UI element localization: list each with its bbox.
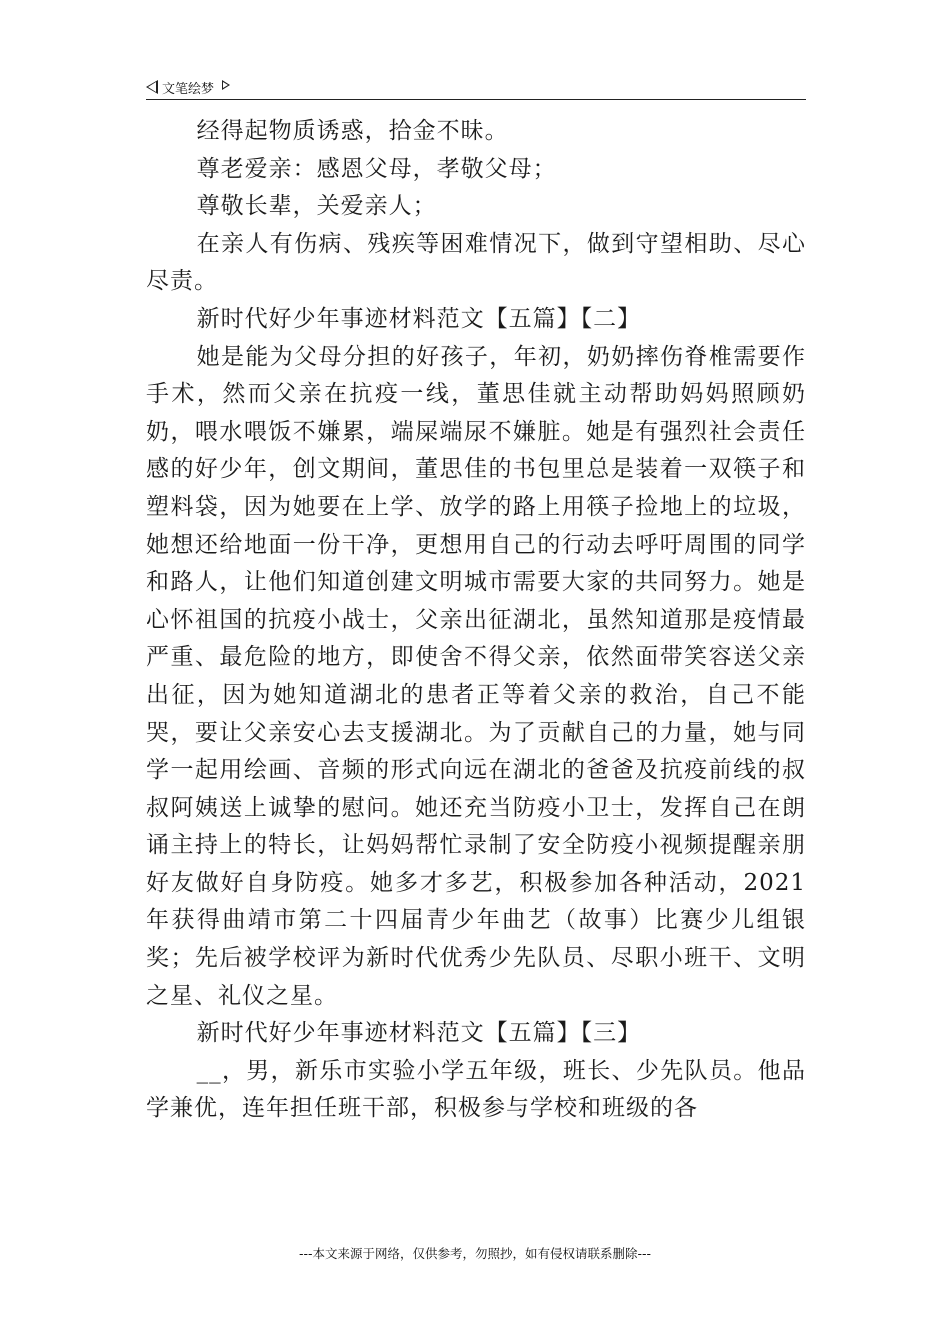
paragraph: 尊老爱亲：感恩父母，孝敬父母； bbox=[196, 155, 557, 182]
document-body bbox=[146, 113, 806, 1128]
header-title: 文笔绘梦 bbox=[162, 81, 215, 97]
triangle-left-icon bbox=[146, 80, 158, 94]
page-footer: ---本文来源于网络，仅供参考，勿照抄，如有侵权请联系删除--- bbox=[298, 1246, 652, 1261]
page-header bbox=[146, 76, 806, 98]
section-heading: 新时代好少年事迹材料范文【五篇】【二】 bbox=[196, 305, 642, 332]
paragraph: 在亲人有伤病、残疾等困难情况下，做到守望相助、尽心尽责。 bbox=[146, 230, 806, 295]
paragraph: 经得起物质诱惑，拾金不昧。 bbox=[196, 118, 509, 144]
triangle-right-icon bbox=[222, 80, 230, 90]
section-heading: 新时代好少年事迹材料范文【五篇】【三】 bbox=[196, 1020, 642, 1047]
paragraph: 她是能为父母分担的好孩子，年初，奶奶摔伤脊椎需要作手术，然而父亲在抗疫一线，董思佳就主动帮助妈妈照顾奶奶，喂水喂饭不嫌累，端屎端尿不嫌脏。她是有强烈社会责任感的好少年，创文期间，董思佳的书包里总是装着一双筷子和塑料袋，因为她要在上学、放学的路上用筷子捡地上的垃圾，她想还给地面一份干净，更想用自己的行动去呼吁周围的同学和路人，让他们知道创建文明城市需要大家的共同努力。她是心怀祖国的抗疫小战士，父亲出征湖北，虽然知道那是疫情最严重、最危险的地方，即使舍不得父亲，依然面带笑容送父亲出征，因为她知道湖北的患者正等着父亲的救治，自己不能哭，要让父亲安心去支援湖北。为了贡献自己的力量，她与同学一起用绘画、音频的形式向远在湖北的爸爸及抗疫前线的叔叔阿姨送上诚挚的慰问。她还充当防疫小卫士，发挥自己在朗诵主持上的特长，让妈妈帮忙录制了安全防疫小视频提醒亲朋好友做好自身防疫。她多才多艺，积极参加各种活动，2021 年获得曲靖市第二十四届青少年曲艺（故事）比赛少儿组银奖；先后被学校评为新时代优秀少先队员、尽职小班干、文明之星、礼仪之星。 bbox=[146, 343, 806, 1009]
paragraph: 尊敬长辈，关爱亲人； bbox=[196, 193, 437, 220]
header-divider bbox=[146, 99, 806, 100]
paragraph: __，男，新乐市实验小学五年级，班长、少先队员。他品学兼优，连年担任班干部，积极参与学校和班级的各 bbox=[146, 1057, 806, 1122]
